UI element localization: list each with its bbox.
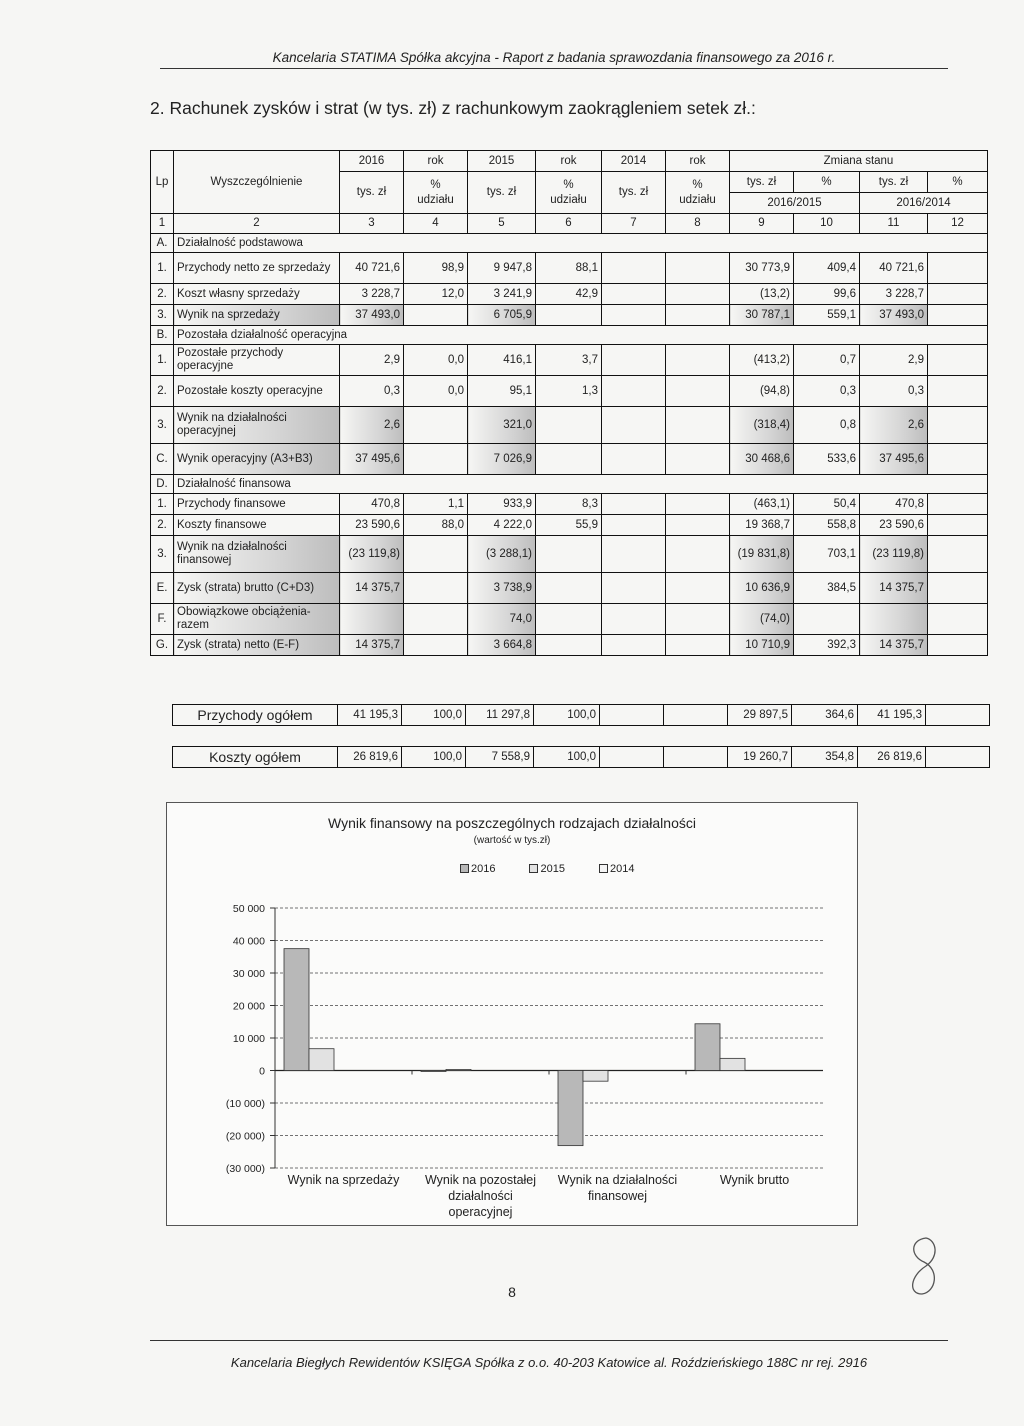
table-row — [151, 515, 988, 536]
header-tys-2014: tys. zł — [602, 172, 666, 214]
cell-c6 — [536, 305, 602, 326]
cell-c5: 933,9 — [468, 494, 536, 515]
cell-c9: (13,2) — [730, 284, 794, 305]
cell-c5: 7 026,9 — [468, 444, 536, 475]
cell-c10: 392,3 — [794, 635, 860, 656]
cell-c7 — [602, 635, 666, 656]
y-tick-label: 30 000 — [232, 968, 265, 980]
cell-c6: 8,3 — [536, 494, 602, 515]
cell-c10: 0,8 — [794, 407, 860, 444]
cell-c10: 558,8 — [794, 515, 860, 536]
header-description: Wyszczególnienie — [174, 151, 340, 214]
total-c7 — [600, 705, 664, 725]
legend-label: 2014 — [609, 863, 635, 875]
cell-c8 — [666, 284, 730, 305]
cell-c9: (74,0) — [730, 604, 794, 635]
row-lp: 1. — [151, 494, 174, 515]
cell-c3: (23 119,8) — [340, 536, 404, 573]
legend-label: 2015 — [540, 863, 565, 875]
column-number: 2 — [174, 214, 340, 234]
bar-2016 — [695, 1024, 720, 1071]
chart-legend — [460, 863, 634, 875]
legend-swatch — [599, 864, 608, 873]
row-lp: F. — [151, 604, 174, 635]
cell-c12 — [928, 284, 988, 305]
total-label: Przychody ogółem — [173, 705, 338, 725]
cell-c8 — [666, 494, 730, 515]
cell-c9: (413,2) — [730, 345, 794, 376]
row-lp: 1. — [151, 253, 174, 284]
cell-c10: 703,1 — [794, 536, 860, 573]
cell-c4 — [404, 305, 468, 326]
cell-c7 — [602, 494, 666, 515]
handwritten-mark — [896, 1232, 956, 1302]
cell-c5: 9 947,8 — [468, 253, 536, 284]
cell-c6: 88,1 — [536, 253, 602, 284]
cell-c7 — [602, 515, 666, 536]
legend-label: 2016 — [471, 863, 496, 875]
row-label: Obowiązkowe obciążenia-razem — [174, 604, 340, 635]
header-year-2015: 2015 — [468, 151, 536, 172]
row-lp: B. — [151, 326, 174, 345]
cell-c5: (3 288,1) — [468, 536, 536, 573]
total-label: Koszty ogółem — [173, 747, 338, 767]
x-category-label: Wynik na sprzedaży — [287, 1173, 400, 1187]
y-tick-label: (10 000) — [225, 1098, 265, 1110]
header-share-2015: % udziału — [536, 172, 602, 214]
table-row — [151, 376, 988, 407]
cell-c3: 2,6 — [340, 407, 404, 444]
cell-c9: (94,8) — [730, 376, 794, 407]
total-c9: 29 897,5 — [728, 705, 792, 725]
cell-c4: 1,1 — [404, 494, 468, 515]
cell-c11: 14 375,7 — [860, 573, 928, 604]
cell-c6: 55,9 — [536, 515, 602, 536]
page-number: 8 — [508, 1284, 516, 1300]
cell-c6: 42,9 — [536, 284, 602, 305]
total-c12 — [926, 705, 986, 725]
total-c11: 26 819,6 — [858, 747, 926, 767]
cell-c3: 2,9 — [340, 345, 404, 376]
cell-c8 — [666, 407, 730, 444]
section-row — [151, 326, 988, 345]
cell-c6 — [536, 604, 602, 635]
cell-c10: 559,1 — [794, 305, 860, 326]
cell-c3: 470,8 — [340, 494, 404, 515]
cell-c3: 40 721,6 — [340, 253, 404, 284]
cell-c12 — [928, 536, 988, 573]
row-label: Działalność finansowa — [174, 475, 988, 494]
x-category-label: Wynik na działalności — [557, 1173, 678, 1187]
cell-c9: (318,4) — [730, 407, 794, 444]
cell-c11: 37 493,0 — [860, 305, 928, 326]
header-period-2016-2014: 2016/2014 — [860, 193, 988, 214]
row-label: Działalność podstawowa — [174, 234, 988, 253]
cell-c5: 74,0 — [468, 604, 536, 635]
legend-swatch — [529, 864, 538, 873]
cell-c5: 416,1 — [468, 345, 536, 376]
cell-c6 — [536, 407, 602, 444]
page-header: Kancelaria STATIMA Spółka akcyjna - Raport z badania sprawozdania finansowego za 2016 r. — [160, 50, 948, 69]
cell-c12 — [928, 444, 988, 475]
row-lp: D. — [151, 475, 174, 494]
total-c10: 364,6 — [792, 705, 858, 725]
total-c9: 19 260,7 — [728, 747, 792, 767]
cell-c8 — [666, 376, 730, 407]
legend-item — [599, 863, 634, 875]
total-costs-row — [172, 746, 990, 768]
column-number: 1 — [151, 214, 174, 234]
cell-c3: 23 590,6 — [340, 515, 404, 536]
bar-2015 — [720, 1058, 745, 1070]
bar-2015 — [583, 1071, 608, 1082]
cell-c6: 1,3 — [536, 376, 602, 407]
table-row — [151, 253, 988, 284]
cell-c6 — [536, 635, 602, 656]
cell-c8 — [666, 573, 730, 604]
cell-c11: 470,8 — [860, 494, 928, 515]
row-label: Przychody netto ze sprzedaży — [174, 253, 340, 284]
column-number: 7 — [602, 214, 666, 234]
cell-c10 — [794, 604, 860, 635]
cell-c6 — [536, 573, 602, 604]
cell-c3: 37 495,6 — [340, 444, 404, 475]
total-c6: 100,0 — [534, 747, 600, 767]
bar-2016 — [421, 1070, 446, 1071]
row-lp: 3. — [151, 407, 174, 444]
row-label: Wynik na sprzedaży — [174, 305, 340, 326]
y-tick-label: 0 — [259, 1065, 265, 1078]
column-number: 12 — [928, 214, 988, 234]
cell-c8 — [666, 635, 730, 656]
row-lp: C. — [151, 444, 174, 475]
table-row — [151, 407, 988, 444]
cell-c12 — [928, 515, 988, 536]
cell-c5: 321,0 — [468, 407, 536, 444]
cell-c7 — [602, 345, 666, 376]
section-row — [151, 475, 988, 494]
cell-c9: (463,1) — [730, 494, 794, 515]
cell-c12 — [928, 305, 988, 326]
table-row — [151, 345, 988, 376]
total-c3: 41 195,3 — [338, 705, 402, 725]
cell-c12 — [928, 407, 988, 444]
row-label: Wynik operacyjny (A3+B3) — [174, 444, 340, 475]
y-tick-label: (30 000) — [225, 1163, 265, 1175]
cell-c8 — [666, 536, 730, 573]
row-lp: 2. — [151, 284, 174, 305]
total-c10: 354,8 — [792, 747, 858, 767]
cell-c4 — [404, 444, 468, 475]
row-label: Wynik na działalności operacyjnej — [174, 407, 340, 444]
table-row — [151, 284, 988, 305]
section-title: 2. Rachunek zysków i strat (w tys. zł) z rachunkowym zaokrągleniem setek zł.: — [150, 98, 756, 118]
cell-c7 — [602, 573, 666, 604]
cell-c5: 3 241,9 — [468, 284, 536, 305]
row-lp: 3. — [151, 305, 174, 326]
cell-c9: 10 636,9 — [730, 573, 794, 604]
cell-c12 — [928, 376, 988, 407]
chart-subtitle: (wartość w tys.zł) — [473, 835, 551, 846]
row-lp: G. — [151, 635, 174, 656]
cell-c4: 12,0 — [404, 284, 468, 305]
legend-item — [460, 863, 495, 875]
total-c6: 100,0 — [534, 705, 600, 725]
column-number: 4 — [404, 214, 468, 234]
row-label: Wynik na działalności finansowej — [174, 536, 340, 573]
y-tick-label: (20 000) — [225, 1130, 265, 1143]
cell-c10: 533,6 — [794, 444, 860, 475]
header-period-2016-2015: 2016/2015 — [730, 193, 860, 214]
row-lp: 1. — [151, 345, 174, 376]
cell-c12 — [928, 494, 988, 515]
cell-c4: 0,0 — [404, 345, 468, 376]
row-label: Pozostałe koszty operacyjne — [174, 376, 340, 407]
cell-c8 — [666, 515, 730, 536]
cell-c10: 50,4 — [794, 494, 860, 515]
cell-c11: 0,3 — [860, 376, 928, 407]
cell-c5: 95,1 — [468, 376, 536, 407]
cell-c11: 40 721,6 — [860, 253, 928, 284]
cell-c11: 3 228,7 — [860, 284, 928, 305]
total-c12 — [926, 747, 986, 767]
cell-c9: 30 468,6 — [730, 444, 794, 475]
x-category-label: operacyjnej — [448, 1205, 513, 1219]
table-row — [151, 305, 988, 326]
total-c7 — [600, 747, 664, 767]
cell-c11: 37 495,6 — [860, 444, 928, 475]
header-rok-2014: rok — [666, 151, 730, 172]
header-change-tys-1: tys. zł — [730, 172, 794, 193]
cell-c10: 384,5 — [794, 573, 860, 604]
row-label: Zysk (strata) netto (E-F) — [174, 635, 340, 656]
row-label: Pozostałe przychody operacyjne — [174, 345, 340, 376]
cell-c8 — [666, 604, 730, 635]
cell-c6 — [536, 536, 602, 573]
cell-c8 — [666, 253, 730, 284]
total-c8 — [664, 705, 728, 725]
cell-c10: 409,4 — [794, 253, 860, 284]
cell-c11: 2,6 — [860, 407, 928, 444]
header-rok-2016: rok — [404, 151, 468, 172]
total-c4: 100,0 — [402, 705, 466, 725]
cell-c10: 0,3 — [794, 376, 860, 407]
cell-c3: 14 375,7 — [340, 573, 404, 604]
header-change-pct-2: % — [928, 172, 988, 193]
y-tick-label: 40 000 — [232, 935, 265, 948]
cell-c3 — [340, 604, 404, 635]
header-change: Zmiana stanu — [730, 151, 988, 172]
cell-c12 — [928, 635, 988, 656]
table-row — [151, 444, 988, 475]
cell-c7 — [602, 253, 666, 284]
cell-c11: 23 590,6 — [860, 515, 928, 536]
cell-c5: 4 222,0 — [468, 515, 536, 536]
legend-swatch — [460, 864, 469, 873]
cell-c5: 3 738,9 — [468, 573, 536, 604]
chart-title: Wynik finansowy na poszczególnych rodzajach działalności — [328, 815, 696, 831]
cell-c5: 6 705,9 — [468, 305, 536, 326]
total-c3: 26 819,6 — [338, 747, 402, 767]
cell-c5: 3 664,8 — [468, 635, 536, 656]
row-lp: 2. — [151, 515, 174, 536]
total-c4: 100,0 — [402, 747, 466, 767]
cell-c8 — [666, 305, 730, 326]
total-c5: 7 558,9 — [466, 747, 534, 767]
column-number: 6 — [536, 214, 602, 234]
cell-c4 — [404, 635, 468, 656]
cell-c7 — [602, 284, 666, 305]
legend-item — [529, 863, 564, 875]
cell-c11: 2,9 — [860, 345, 928, 376]
row-lp: 3. — [151, 536, 174, 573]
column-number: 10 — [794, 214, 860, 234]
total-revenue-row — [172, 704, 990, 726]
header-tys-2015: tys. zł — [468, 172, 536, 214]
cell-c4: 88,0 — [404, 515, 468, 536]
y-tick-label: 10 000 — [232, 1033, 265, 1045]
cell-c9: 19 368,7 — [730, 515, 794, 536]
total-c8 — [664, 747, 728, 767]
cell-c6 — [536, 444, 602, 475]
column-number: 9 — [730, 214, 794, 234]
header-change-pct-1: % — [794, 172, 860, 193]
cell-c11 — [860, 604, 928, 635]
column-number: 3 — [340, 214, 404, 234]
cell-c4 — [404, 573, 468, 604]
bar-2016 — [558, 1071, 583, 1146]
y-tick-label: 20 000 — [232, 1000, 265, 1013]
column-number: 11 — [860, 214, 928, 234]
cell-c7 — [602, 376, 666, 407]
table-row — [151, 635, 988, 656]
x-category-label: Wynik na pozostałej — [424, 1173, 537, 1187]
cell-c4: 98,9 — [404, 253, 468, 284]
header-share-2014: % udziału — [666, 172, 730, 214]
cell-c3: 37 493,0 — [340, 305, 404, 326]
cell-c9: 30 787,1 — [730, 305, 794, 326]
cell-c10: 99,6 — [794, 284, 860, 305]
header-year-2016: 2016 — [340, 151, 404, 172]
bar-chart — [166, 880, 856, 1224]
column-numbers-row — [151, 214, 988, 234]
cell-c8 — [666, 444, 730, 475]
cell-c9: 30 773,9 — [730, 253, 794, 284]
cell-c10: 0,7 — [794, 345, 860, 376]
table-row — [151, 536, 988, 573]
row-lp: E. — [151, 573, 174, 604]
cell-c7 — [602, 305, 666, 326]
column-number: 5 — [468, 214, 536, 234]
row-label: Zysk (strata) brutto (C+D3) — [174, 573, 340, 604]
header-rok-2015: rok — [536, 151, 602, 172]
cell-c8 — [666, 345, 730, 376]
section-row — [151, 234, 988, 253]
cell-c9: 10 710,9 — [730, 635, 794, 656]
cell-c3: 0,3 — [340, 376, 404, 407]
header-change-tys-2: tys. zł — [860, 172, 928, 193]
x-category-label: Wynik brutto — [719, 1173, 790, 1187]
cell-c7 — [602, 407, 666, 444]
bar-2015 — [309, 1049, 334, 1071]
header-year-2014: 2014 — [602, 151, 666, 172]
cell-c12 — [928, 253, 988, 284]
cell-c9: (19 831,8) — [730, 536, 794, 573]
row-label: Koszt własny sprzedaży — [174, 284, 340, 305]
cell-c7 — [602, 444, 666, 475]
column-number: 8 — [666, 214, 730, 234]
total-c11: 41 195,3 — [858, 705, 926, 725]
header-tys-2016: tys. zł — [340, 172, 404, 214]
income-statement-table — [150, 150, 988, 656]
table-row — [151, 573, 988, 604]
row-label: Przychody finansowe — [174, 494, 340, 515]
cell-c3: 3 228,7 — [340, 284, 404, 305]
cell-c3: 14 375,7 — [340, 635, 404, 656]
cell-c11: 14 375,7 — [860, 635, 928, 656]
x-category-label: finansowej — [587, 1189, 648, 1203]
cell-c4 — [404, 407, 468, 444]
row-label: Pozostała działalność operacyjna — [174, 326, 988, 345]
total-c5: 11 297,8 — [466, 705, 534, 725]
cell-c4 — [404, 604, 468, 635]
x-category-label: działalności — [448, 1189, 513, 1203]
cell-c4: 0,0 — [404, 376, 468, 407]
cell-c7 — [602, 604, 666, 635]
cell-c4 — [404, 536, 468, 573]
bar-2016 — [284, 949, 309, 1071]
row-lp: 2. — [151, 376, 174, 407]
row-label: Koszty finansowe — [174, 515, 340, 536]
cell-c6: 3,7 — [536, 345, 602, 376]
cell-c11: (23 119,8) — [860, 536, 928, 573]
header-lp: Lp — [151, 151, 174, 214]
y-tick-label: 50 000 — [232, 903, 265, 915]
cell-c12 — [928, 345, 988, 376]
cell-c12 — [928, 573, 988, 604]
table-row — [151, 494, 988, 515]
bar-2015 — [446, 1069, 471, 1070]
header-share-2016: % udziału — [404, 172, 468, 214]
table-row — [151, 604, 988, 635]
page-footer: Kancelaria Biegłych Rewidentów KSIĘGA Spółka z o.o. 40-203 Katowice al. Roździeńskiego 188C nr rej. 2916 — [150, 1340, 948, 1370]
row-lp: A. — [151, 234, 174, 253]
cell-c12 — [928, 604, 988, 635]
cell-c7 — [602, 536, 666, 573]
